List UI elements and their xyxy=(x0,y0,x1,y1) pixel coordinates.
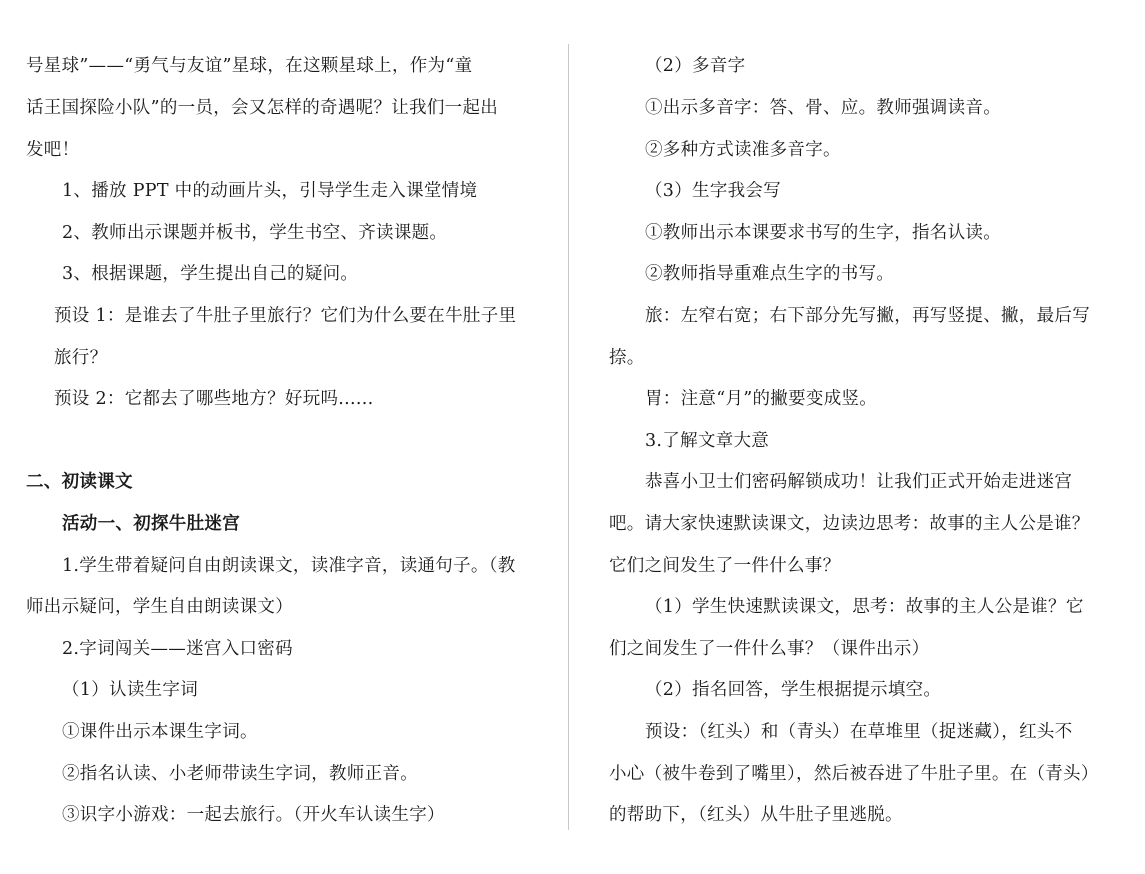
text-line: ①课件出示本课生字词。 xyxy=(62,722,258,742)
text-line: 的帮助下，（红头）从牛肚子里逃脱。 xyxy=(609,805,903,825)
text-line: ③识字小游戏：一起去旅行。（开火车认读生字） xyxy=(62,805,445,825)
text-line: 恭喜小卫士们密码解锁成功！让我们正式开始走进迷宫 xyxy=(645,472,1073,492)
text-line: 小心（被牛卷到了嘴里），然后被吞进了牛肚子里。在（青头） xyxy=(609,764,1099,784)
text-line: ①教师出示本课要求书写的生字，指名认读。 xyxy=(645,223,1001,243)
text-line: 2.字词闯关——迷宫入口密码 xyxy=(62,639,293,659)
text-line: 1、播放 PPT 中的动画片头，引导学生走入课堂情境 xyxy=(62,181,478,201)
text-line: 号星球”——“勇气与友谊”星球，在这颗星球上，作为“童 xyxy=(26,56,473,76)
text-line: 2、教师出示课题并板书，学生书空、齐读课题。 xyxy=(62,223,448,243)
text-line: 旅行？ xyxy=(54,348,108,368)
column-divider xyxy=(568,44,569,830)
text-line: 胃：注意“月”的撇要变成竖。 xyxy=(645,389,878,409)
text-line: （1）认读生字词 xyxy=(62,680,199,700)
text-line: 捺。 xyxy=(609,348,645,368)
text-line: （2）多音字 xyxy=(645,56,746,76)
text-line: 它们之间发生了一件什么事？ xyxy=(609,556,841,576)
text-line: （1）学生快速默读课文，思考：故事的主人公是谁？它 xyxy=(645,597,1084,617)
text-line: ②多种方式读准多音字。 xyxy=(645,140,841,160)
text-line: 预设 1：是谁去了牛肚子里旅行？它们为什么要在牛肚子里 xyxy=(54,306,517,326)
text-line: 发吧！ xyxy=(26,140,80,160)
text-line: 们之间发生了一件什么事？（课件出示） xyxy=(609,639,930,659)
text-line: ②指名认读、小老师带读生字词，教师正音。 xyxy=(62,764,418,784)
text-line: 1.学生带着疑问自由朗读课文，读准字音，读通句子。（教 xyxy=(62,556,516,576)
text-line: 3、根据课题，学生提出自己的疑问。 xyxy=(62,264,359,284)
text-line: 话王国探险小队”的一员，会又怎样的奇遇呢？让我们一起出 xyxy=(26,98,499,118)
text-line: 旅：左窄右宽；右下部分先写撇，再写竖提、撇，最后写 xyxy=(645,306,1090,326)
text-line: 师出示疑问，学生自由朗读课文） xyxy=(26,597,293,617)
text-line: 预设：（红头）和（青头）在草堆里（捉迷藏），红头不 xyxy=(645,722,1073,742)
activity-heading: 活动一、初探牛肚迷宫 xyxy=(62,514,240,534)
text-line: ②教师指导重难点生字的书写。 xyxy=(645,264,895,284)
text-line: （3）生字我会写 xyxy=(645,181,782,201)
text-line: 吧。请大家快速默读课文，边读边思考：故事的主人公是谁？ xyxy=(609,514,1090,534)
text-line: ①出示多音字：答、骨、应。教师强调读音。 xyxy=(645,98,1001,118)
text-line: 预设 2：它都去了哪些地方？好玩吗...... xyxy=(54,389,374,409)
section-heading: 二、初读课文 xyxy=(26,472,133,492)
text-line: （2）指名回答，学生根据提示填空。 xyxy=(645,680,942,700)
text-line: 3.了解文章大意 xyxy=(645,431,770,451)
